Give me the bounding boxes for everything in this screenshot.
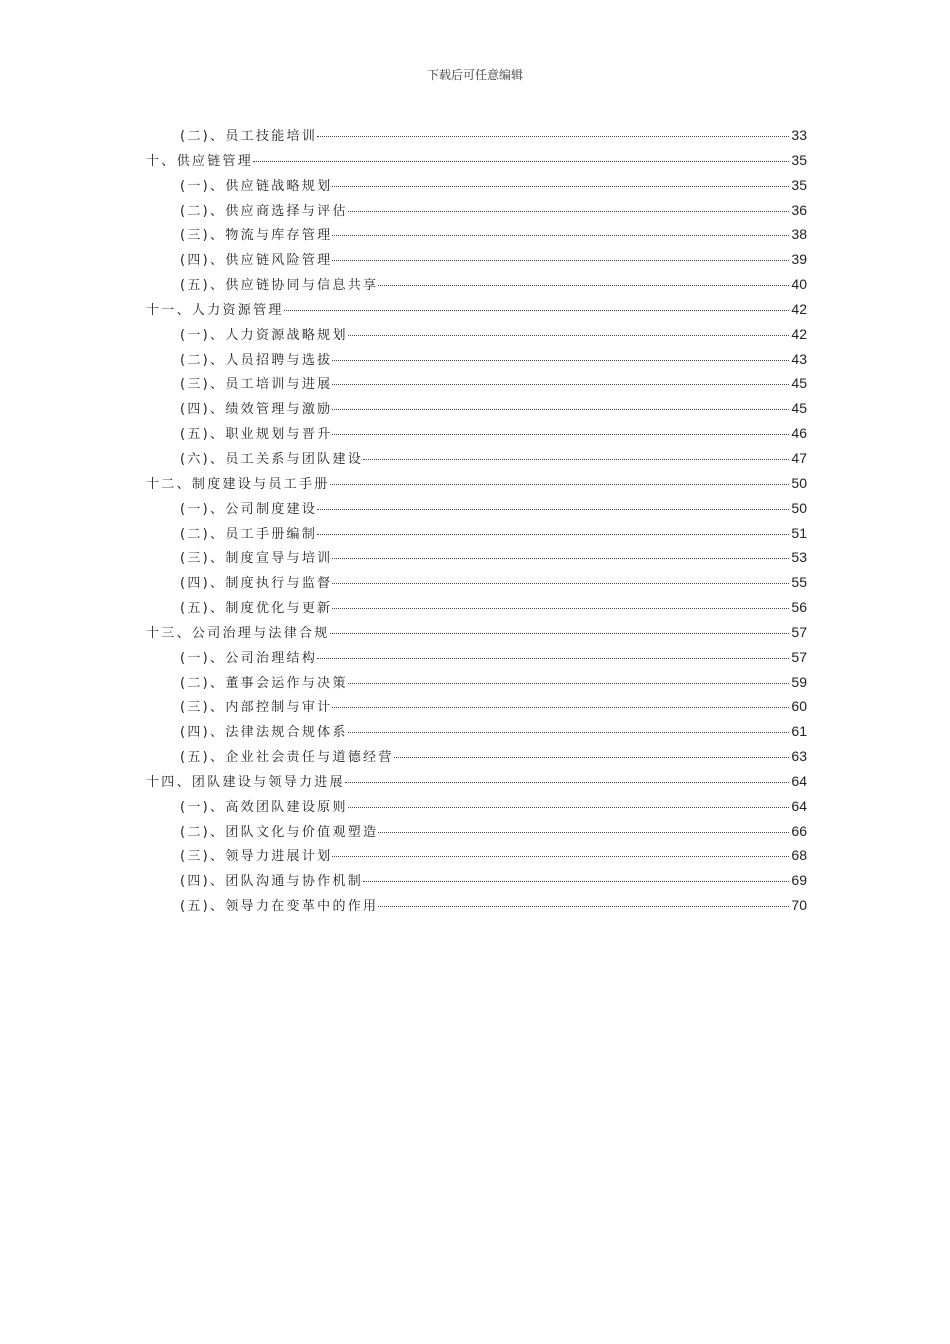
toc-dot-leader xyxy=(330,484,790,485)
toc-dot-leader xyxy=(332,856,789,857)
toc-entry-title: (五)、企业社会责任与道德经营 xyxy=(180,750,394,766)
toc-entry-page-number: 60 xyxy=(791,698,807,715)
toc-chapter-entry[interactable] xyxy=(146,299,807,324)
toc-entry-page-number: 64 xyxy=(791,772,807,789)
toc-entry-page-number: 39 xyxy=(791,251,807,268)
toc-entry-page-number: 35 xyxy=(791,176,807,193)
toc-dot-leader xyxy=(317,534,789,535)
toc-section-entry[interactable] xyxy=(146,572,807,597)
toc-chapter-entry[interactable] xyxy=(146,771,807,796)
toc-entry-page-number: 46 xyxy=(791,425,807,442)
toc-entry-page-number: 50 xyxy=(791,474,807,491)
toc-dot-leader xyxy=(348,732,790,733)
toc-dot-leader xyxy=(332,360,789,361)
toc-section-entry[interactable] xyxy=(146,895,807,920)
toc-entry-title: 十三、公司治理与法律合规 xyxy=(146,625,330,641)
toc-dot-leader xyxy=(332,409,789,410)
toc-entry-page-number: 42 xyxy=(791,300,807,317)
toc-entry-page-number: 50 xyxy=(791,499,807,516)
toc-entry-title: (一)、公司治理结构 xyxy=(180,650,318,666)
toc-entry-page-number: 53 xyxy=(791,549,807,566)
toc-section-entry[interactable] xyxy=(146,200,807,225)
toc-dot-leader xyxy=(332,558,789,559)
toc-entry-page-number: 57 xyxy=(791,623,807,640)
toc-section-entry[interactable] xyxy=(146,398,807,423)
toc-entry-title: 十、供应链管理 xyxy=(146,153,254,169)
toc-entry-page-number: 61 xyxy=(791,723,807,740)
toc-entry-page-number: 36 xyxy=(791,201,807,218)
toc-dot-leader xyxy=(394,757,790,758)
toc-entry-title: (二)、团队文化与价值观塑造 xyxy=(180,824,379,840)
toc-section-entry[interactable] xyxy=(146,274,807,299)
toc-entry-page-number: 51 xyxy=(791,524,807,541)
toc-dot-leader xyxy=(284,310,790,311)
toc-section-entry[interactable] xyxy=(146,373,807,398)
toc-entry-title: (五)、供应链协同与信息共享 xyxy=(180,278,379,294)
toc-dot-leader xyxy=(378,285,789,286)
toc-dot-leader xyxy=(378,832,789,833)
toc-entry-page-number: 43 xyxy=(791,350,807,367)
toc-entry-page-number: 45 xyxy=(791,400,807,417)
toc-section-entry[interactable] xyxy=(146,870,807,895)
toc-entry-page-number: 35 xyxy=(791,151,807,168)
toc-dot-leader xyxy=(317,509,789,510)
toc-dot-leader xyxy=(348,335,790,336)
toc-dot-leader xyxy=(332,260,789,261)
toc-entry-page-number: 70 xyxy=(791,897,807,914)
toc-section-entry[interactable] xyxy=(146,224,807,249)
toc-entry-title: (五)、制度优化与更新 xyxy=(180,601,333,617)
toc-section-entry[interactable] xyxy=(146,498,807,523)
toc-entry-title: (四)、法律法规合规体系 xyxy=(180,725,348,741)
table-of-contents xyxy=(146,125,807,920)
toc-section-entry[interactable] xyxy=(146,523,807,548)
toc-dot-leader xyxy=(348,807,790,808)
toc-entry-page-number: 42 xyxy=(791,325,807,342)
toc-dot-leader xyxy=(363,459,789,460)
toc-dot-leader xyxy=(332,434,789,435)
toc-entry-title: 十一、人力资源管理 xyxy=(146,302,284,318)
toc-section-entry[interactable] xyxy=(146,597,807,622)
toc-dot-leader xyxy=(363,881,789,882)
toc-dot-leader xyxy=(317,136,789,137)
toc-entry-page-number: 69 xyxy=(791,872,807,889)
toc-entry-title: (五)、领导力在变革中的作用 xyxy=(180,899,379,915)
toc-dot-leader xyxy=(378,906,789,907)
toc-entry-title: (二)、供应商选择与评估 xyxy=(180,203,348,219)
toc-section-entry[interactable] xyxy=(146,647,807,672)
toc-section-entry[interactable] xyxy=(146,746,807,771)
toc-dot-leader xyxy=(332,608,789,609)
toc-section-entry[interactable] xyxy=(146,324,807,349)
toc-entry-title: (三)、领导力进展计划 xyxy=(180,849,333,865)
toc-dot-leader xyxy=(332,384,789,385)
toc-section-entry[interactable] xyxy=(146,547,807,572)
toc-entry-title: (四)、团队沟通与协作机制 xyxy=(180,874,364,890)
toc-dot-leader xyxy=(330,633,790,634)
toc-section-entry[interactable] xyxy=(146,175,807,200)
toc-entry-title: (三)、内部控制与审计 xyxy=(180,700,333,716)
toc-entry-page-number: 45 xyxy=(791,375,807,392)
toc-section-entry[interactable] xyxy=(146,448,807,473)
toc-entry-page-number: 63 xyxy=(791,748,807,765)
toc-section-entry[interactable] xyxy=(146,696,807,721)
toc-entry-page-number: 40 xyxy=(791,276,807,293)
toc-entry-page-number: 59 xyxy=(791,673,807,690)
toc-section-entry[interactable] xyxy=(146,125,807,150)
toc-section-entry[interactable] xyxy=(146,249,807,274)
toc-section-entry[interactable] xyxy=(146,721,807,746)
toc-chapter-entry[interactable] xyxy=(146,150,807,175)
toc-entry-title: (一)、供应链战略规划 xyxy=(180,178,333,194)
toc-section-entry[interactable] xyxy=(146,423,807,448)
toc-dot-leader xyxy=(348,211,790,212)
toc-section-entry[interactable] xyxy=(146,349,807,374)
toc-entry-title: 十二、制度建设与员工手册 xyxy=(146,476,330,492)
toc-dot-leader xyxy=(253,161,789,162)
toc-entry-title: (三)、物流与库存管理 xyxy=(180,228,333,244)
toc-entry-title: (三)、制度宣导与培训 xyxy=(180,551,333,567)
toc-entry-page-number: 68 xyxy=(791,847,807,864)
toc-entry-page-number: 47 xyxy=(791,449,807,466)
toc-dot-leader xyxy=(332,707,789,708)
toc-section-entry[interactable] xyxy=(146,821,807,846)
toc-entry-title: (二)、员工技能培训 xyxy=(180,129,318,144)
toc-dot-leader xyxy=(317,658,789,659)
page-header: 下载后可任意编辑 xyxy=(426,68,523,82)
toc-entry-title: 十四、团队建设与领导力进展 xyxy=(146,774,345,790)
toc-entry-title: (一)、公司制度建设 xyxy=(180,501,318,517)
toc-entry-title: (一)、高效团队建设原则 xyxy=(180,799,348,815)
toc-entry-title: (四)、制度执行与监督 xyxy=(180,576,333,592)
toc-entry-title: (二)、人员招聘与选拔 xyxy=(180,352,333,368)
toc-entry-title: (三)、员工培训与进展 xyxy=(180,377,333,393)
toc-dot-leader xyxy=(348,683,790,684)
toc-chapter-entry[interactable] xyxy=(146,473,807,498)
toc-entry-page-number: 38 xyxy=(791,226,807,243)
toc-section-entry[interactable] xyxy=(146,672,807,697)
toc-entry-page-number: 56 xyxy=(791,599,807,616)
toc-dot-leader xyxy=(332,186,789,187)
toc-entry-title: (六)、员工关系与团队建设 xyxy=(180,451,364,467)
toc-dot-leader xyxy=(332,235,789,236)
toc-section-entry[interactable] xyxy=(146,796,807,821)
toc-chapter-entry[interactable] xyxy=(146,622,807,647)
toc-entry-title: (四)、绩效管理与激励 xyxy=(180,402,333,418)
toc-dot-leader xyxy=(345,782,790,783)
toc-entry-page-number: 57 xyxy=(791,648,807,665)
toc-entry-title: (四)、供应链风险管理 xyxy=(180,253,333,269)
toc-entry-title: (二)、董事会运作与决策 xyxy=(180,675,348,691)
toc-entry-page-number: 66 xyxy=(791,822,807,839)
toc-entry-title: (二)、员工手册编制 xyxy=(180,526,318,542)
toc-dot-leader xyxy=(332,583,789,584)
toc-section-entry[interactable] xyxy=(146,845,807,870)
toc-entry-page-number: 55 xyxy=(791,574,807,591)
toc-entry-title: (五)、职业规划与晋升 xyxy=(180,427,333,443)
toc-entry-page-number: 33 xyxy=(791,127,807,143)
toc-entry-title: (一)、人力资源战略规划 xyxy=(180,327,348,343)
toc-entry-page-number: 64 xyxy=(791,797,807,814)
